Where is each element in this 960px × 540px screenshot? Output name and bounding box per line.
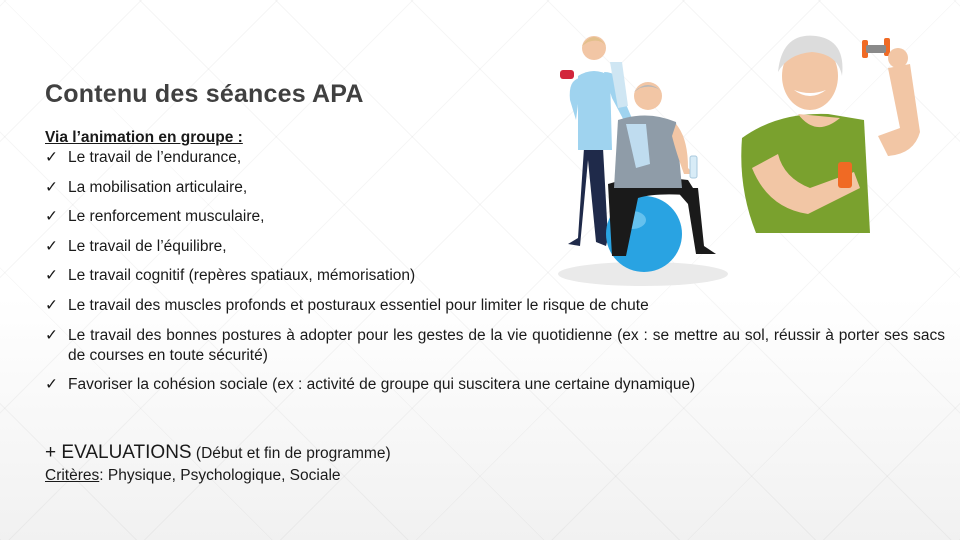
list-item-text: La mobilisation articulaire, <box>68 178 248 196</box>
check-icon: ✓ <box>45 178 58 196</box>
list-item <box>45 326 945 366</box>
criteria-values: : Physique, Psychologique, Sociale <box>99 467 341 484</box>
list-item <box>45 266 945 286</box>
criteria-label: Critères <box>45 467 100 484</box>
list-item <box>45 375 945 395</box>
list-item-text: Le renforcement musculaire, <box>68 208 265 226</box>
list-item <box>45 237 945 257</box>
list-item-text: Le travail de l’endurance, <box>68 149 242 166</box>
check-icon: ✓ <box>45 237 58 255</box>
check-icon: ✓ <box>45 376 58 394</box>
check-icon: ✓ <box>45 149 58 166</box>
check-icon: ✓ <box>45 296 58 314</box>
list-item-text: Le travail des muscles profonds et posturaux essentiel pour limiter le risque de chute <box>68 296 649 314</box>
senior-woman-dumbbell-photo <box>738 28 938 233</box>
evaluations-line <box>45 441 391 466</box>
list-item-text: Le travail des bonnes postures à adopter pour les gestes de la vie quotidienne (ex : se mettre au sol, réussir à porter ses sacs de courses en toute sécurité) <box>68 326 945 364</box>
evaluations-label: EVALUATIONS <box>61 442 192 463</box>
check-icon: ✓ <box>45 267 58 285</box>
group-activity-heading: Via l’animation en groupe : <box>45 129 243 146</box>
evaluations-note: (Début et fin de programme) <box>195 445 391 462</box>
list-item <box>45 296 945 316</box>
plus-sign: + <box>45 442 57 463</box>
evaluations-heading <box>45 442 192 463</box>
seniors-exercise-photo <box>548 28 738 290</box>
list-item-text: Le travail de l’équilibre, <box>68 237 227 255</box>
slide-title: Contenu des séances APA <box>45 80 364 108</box>
evaluations-block <box>45 441 391 486</box>
criteria-line <box>45 466 391 486</box>
check-icon: ✓ <box>45 326 58 344</box>
list-item-text: Favoriser la cohésion sociale (ex : activité de groupe qui suscitera une certaine dynamique) <box>68 376 696 394</box>
check-icon: ✓ <box>45 208 58 226</box>
list-item-text: Le travail cognitif (repères spatiaux, mémorisation) <box>68 267 416 285</box>
